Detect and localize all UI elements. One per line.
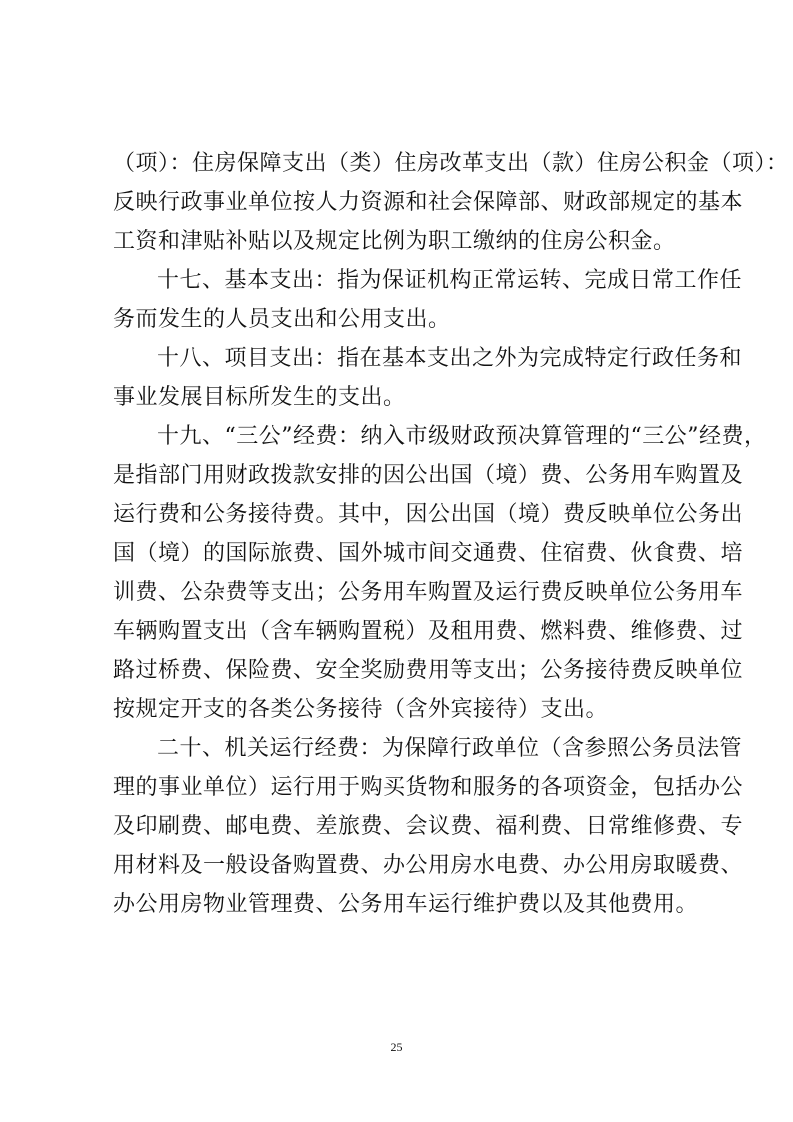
text-line: 按规定开支的各类公务接待（含外宾接待）支出。 [113,697,609,722]
text-line: 十八、项目支出：指在基本支出之外为完成特定行政任务和 [157,346,743,371]
paragraph-housing-fund [113,144,789,261]
text-line: 十九、“三公”经费：纳入市级财政预决算管理的“三公”经费， [157,424,767,449]
text-line: 车辆购置支出（含车辆购置税）及租用费、燃料费、维修费、过 [113,619,744,644]
text-line: 是指部门用财政拨款安排的因公出国（境）费、公务用车购置及 [113,463,744,488]
text-line: 工资和津贴补贴以及规定比例为职工缴纳的住房公积金。 [113,229,676,254]
text-line: 及印刷费、邮电费、差旅费、会议费、福利费、日常维修费、专 [113,814,744,839]
text-line: 办公用房物业管理费、公务用车运行维护费以及其他费用。 [113,892,699,917]
text-line: 用材料及一般设备购置费、办公用房水电费、办公用房取暖费、 [113,853,744,878]
paragraph-project-expenditure [113,339,743,417]
paragraph-three-public-expenses [113,417,767,729]
paragraph-operating-expenses [113,729,744,924]
text-line: 事业发展目标所发生的支出。 [113,385,406,410]
text-line: 反映行政事业单位按人力资源和社会保障部、财政部规定的基本 [113,190,744,215]
text-line: 路过桥费、保险费、安全奖励费用等支出；公务接待费反映单位 [113,658,744,683]
text-line: （项）：住房保障支出（类）住房改革支出（款）住房公积金（项）： [113,151,789,176]
text-line: 国（境）的国际旅费、国外城市间交通费、住宿费、伙食费、培 [113,541,744,566]
text-line: 二十、机关运行经费：为保障行政单位（含参照公务员法管 [157,736,743,761]
text-line: 运行费和公务接待费。其中，因公出国（境）费反映单位公务出 [113,502,744,527]
text-line: 理的事业单位）运行用于购买货物和服务的各项资金，包括办公 [113,775,744,800]
text-line: 训费、公杂费等支出；公务用车购置及运行费反映单位公务用车 [113,580,744,605]
paragraph-basic-expenditure [113,261,743,339]
page-number: 25 [390,1040,403,1054]
document-body [113,144,789,924]
text-line: 十七、基本支出：指为保证机构正常运转、完成日常工作任 [157,268,743,293]
text-line: 务而发生的人员支出和公用支出。 [113,307,451,332]
